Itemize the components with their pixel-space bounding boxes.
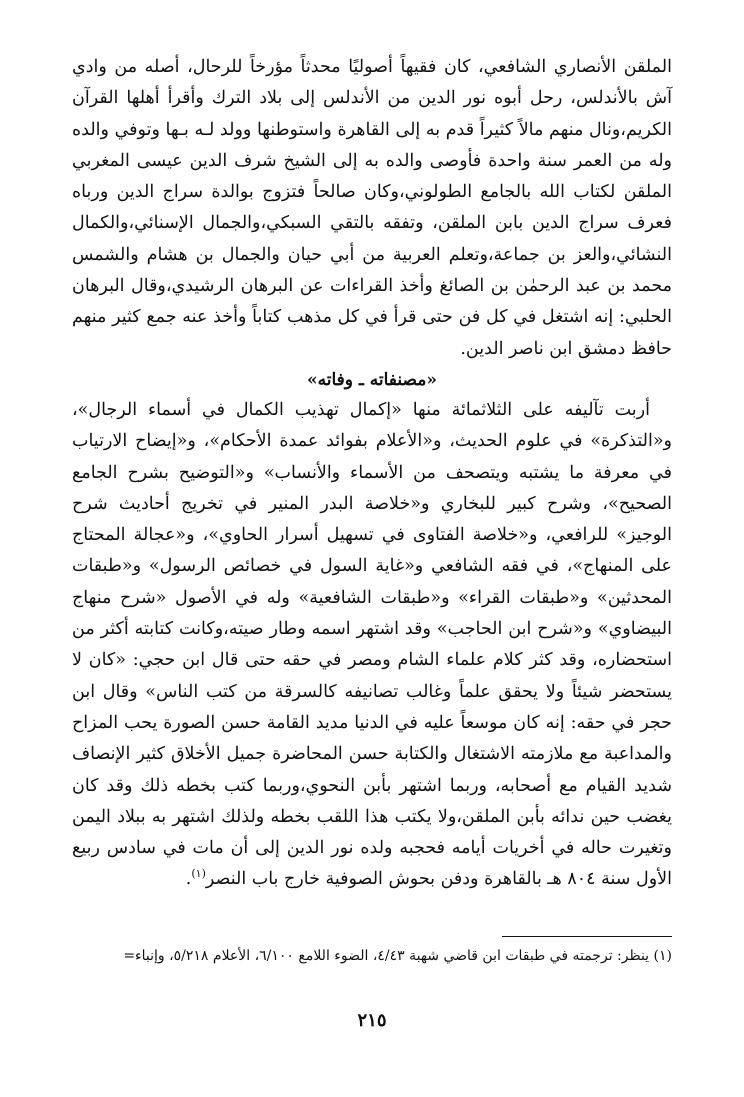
footnote-reference[interactable]: (١) — [191, 867, 206, 881]
works-paragraph — [72, 395, 672, 896]
works-paragraph-text: أربت تآليفه على الثلاثمائة منها «إكمال تهذيب الكمال في أسماء الرجال»، و«التذكرة» في علوم الحديث، و«الأعلام بفوائد عمدة الأحكام»، و«إيضاح الارتياب في معرفة ما يشتبه ويتصحف من الأسماء والأنساب» و«التوضيح بشرح الجامع الصحيح»، وشرح كبير للبخاري و«خلاصة البدر المنير في تخريج أحاديث شرح الوجيز» للرافعي، و«خلاصة الفتاوى في تسهيل أسرار الحاوي»، و«عجالة المحتاج على المنهاج»، في فقه الشافعي و«غاية السول في خصائص الرسول» و«طبقات المحدثين» و«طبقات القراء» و«طبقات الشافعية» وله في الأصول «شرح منهاج البيضاوي» و«شرح ابن الحاجب» وقد اشتهر اسمه وطار صيته،وكانت كتابته أكثر من استحضاره، وقد كثر كلام علماء الشام ومصر في حقه حتى قال ابن حجي: «كان لا يستحضر شيئاً ولا يحقق علماً وغالب تصانيفه كالسرقة من كتب الناس» وقال ابن حجر في حقه: إنه كان موسعاً عليه في الدنيا مديد القامة حسن الصورة يحب المزاح والمداعبة مع ملازمته الاشتغال والكتابة حسن المحاضرة جميل الأخلاق كثير الإنصاف شديد القيام مع أصحابه، وربما اشتهر بأبن النحوي،وربما كتب بخطه ذلك وقد كان يغضب حين ندائه بأبن الملقن،ولا يكتب هذا اللقب بخطه ولذلك اشتهر به ببلاد اليمن وتغيرت حاله في أخريات أيامه فحجبه ولده نور الدين إلى أن مات في سادس ربيع الأول سنة ٨٠٤ هـ بالقاهرة ودفن بحوش الصوفية خارج باب النصر — [72, 399, 672, 890]
page-number: ٢١٥ — [357, 1010, 387, 1031]
works-paragraph-end: . — [185, 869, 192, 890]
page-content — [72, 52, 672, 1031]
footnote: (١) ينظر: ترجمته في طبقات ابن قاضي شهبة ٤/٤٣، الضوء اللامع ٦/١٠٠، الأعلام ٥/٢١٨، وإنباء= — [123, 948, 672, 964]
footnote-divider — [502, 936, 672, 937]
section-heading: «مصنفاته ـ وفاته» — [306, 369, 438, 390]
biography-paragraph: الملقن الأنصاري الشافعي، كان فقيهاً أصوليًا محدثاً مؤرخاً للرحال، أصله من وادي آش بالأندلس، رحل أبوه نور الدين من الأندلس إلى بلاد الترك وأقرأ أهلها القرآن الكريم،ونال منهم مالاً كثيراً قدم به إلى القاهرة واستوطنها وولد لـه بـها وتوفي والده وله من العمر سنة واحدة فأوصى والده به إلى الشيخ شرف الدين عيسى المغربي الملقن لكتاب الله بالجامع الطولوني،وكان صالحاً فتزوج بوالدة سراج الدين ورباه فعرف سراج الدين بابن الملقن، وتفقه بالتقي السبكي،والجمال الإسنائي،والكمال النشائي،والعز بن جماعة،وتعلم العربية من أبي حيان والجمال بن هشام والشمس محمد بن عبد الرحمٰن بن الصائغ وأخذ القراءات عن البرهان الرشيدي،وقال البرهان الحلبي: إنه اشتغل في كل فن حتى قرأ في كل مذهب كتاباً وأخذ عنه جمع كثير منهم حافظ دمشق ابن ناصر الدين. — [72, 57, 672, 359]
